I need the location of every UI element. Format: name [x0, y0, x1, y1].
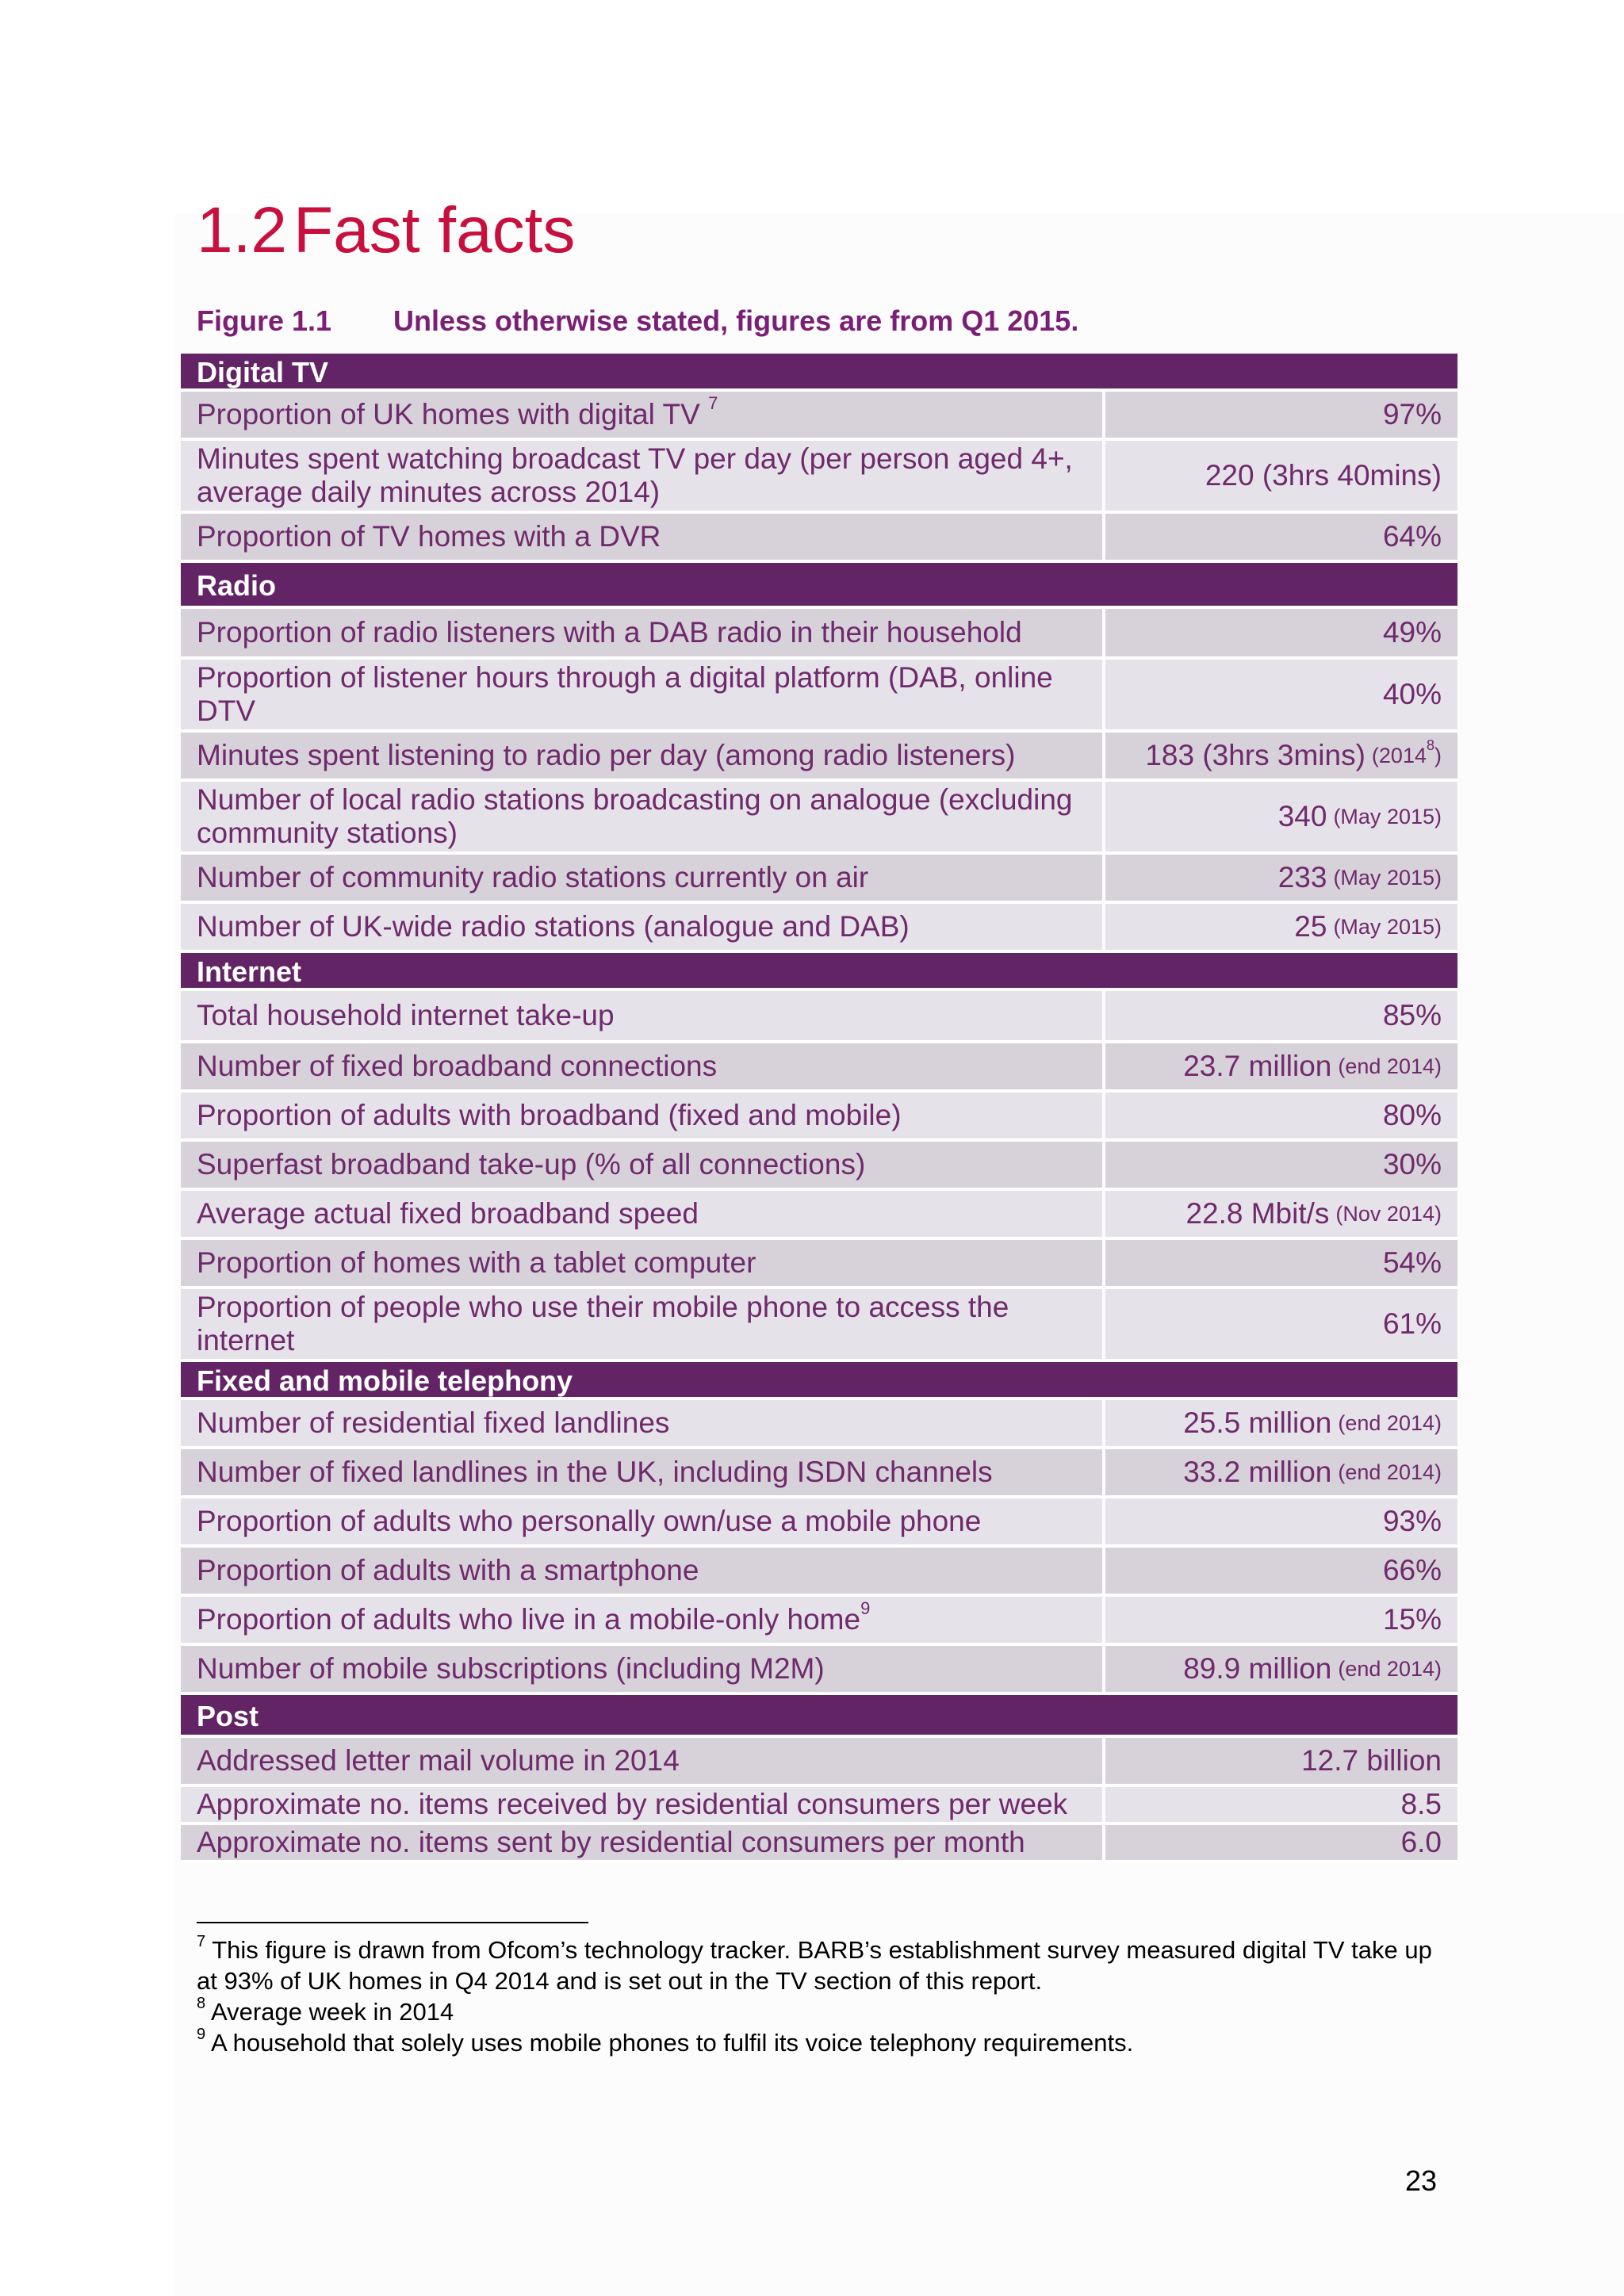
row-value: 8.5 — [1105, 1787, 1457, 1822]
row-label: Proportion of radio listeners with a DAB radio in their household — [181, 609, 1102, 656]
row-value: 89.9 million (end 2014) — [1105, 1646, 1457, 1692]
row-label: Proportion of listener hours through a digital platform (DAB, online DTV — [181, 660, 1102, 729]
value-note: (May 2015) — [1333, 915, 1442, 939]
page-heading — [197, 187, 575, 274]
row-value: 233 (May 2015) — [1105, 855, 1457, 901]
page-number: 23 — [1404, 2164, 1437, 2197]
table-row — [181, 1191, 1457, 1240]
table-row — [181, 660, 1457, 733]
row-value: 66% — [1105, 1548, 1457, 1594]
row-label: Minutes spent watching broadcast TV per day (per person aged 4+, average daily minutes across 2014) — [181, 441, 1102, 511]
row-label: Proportion of people who use their mobile phone to access the internet — [181, 1289, 1102, 1359]
row-label: Proportion of adults with broadband (fixed and mobile) — [181, 1093, 1102, 1138]
row-value: 97% — [1105, 392, 1457, 438]
row-value: 6.0 — [1105, 1825, 1457, 1860]
value-note: (end 2014) — [1338, 1657, 1442, 1681]
row-value: 22.8 Mbit/s (Nov 2014) — [1105, 1191, 1457, 1237]
value-note: (May 2015) — [1333, 805, 1442, 828]
table-row — [181, 1738, 1457, 1787]
row-label: Number of mobile subscriptions (including M2M) — [181, 1646, 1102, 1692]
table-row — [181, 1548, 1457, 1597]
row-value: 85% — [1105, 991, 1457, 1040]
fast-facts-table — [181, 354, 1457, 1863]
row-value: 340 (May 2015) — [1105, 782, 1457, 851]
table-row — [181, 782, 1457, 855]
table-row — [181, 1142, 1457, 1191]
row-value: 23.7 million (end 2014) — [1105, 1043, 1457, 1089]
table-row — [181, 514, 1457, 563]
value-note: (end 2014) — [1338, 1460, 1442, 1484]
row-label: Proportion of adults who personally own/use a mobile phone — [181, 1498, 1102, 1544]
row-value: 54% — [1105, 1240, 1457, 1286]
footnotes — [197, 1934, 1434, 2058]
row-label: Proportion of homes with a tablet computer — [181, 1240, 1102, 1286]
section-header-post: Post — [181, 1695, 1457, 1738]
row-label: Proportion of adults with a smartphone — [181, 1548, 1102, 1594]
table-row — [181, 609, 1457, 660]
table-row — [181, 1093, 1457, 1142]
row-label: Superfast broadband take-up (% of all connections) — [181, 1142, 1102, 1188]
row-value: 80% — [1105, 1093, 1457, 1138]
footnote-8: $^8$ Average week in 2014 — [197, 1994, 454, 2026]
row-label: Number of UK-wide radio stations (analogue and DAB) — [181, 904, 1102, 950]
row-value: 12.7 billion — [1105, 1738, 1457, 1784]
row-value: 93% — [1105, 1498, 1457, 1544]
table-row — [181, 733, 1457, 782]
row-label: Addressed letter mail volume in 2014 — [181, 1738, 1102, 1784]
footnote-ref: 7 — [708, 392, 718, 413]
row-label: Proportion of UK homes with digital TV $^7$ — [181, 392, 1102, 438]
row-label: Approximate no. items sent by residential consumers per month — [181, 1825, 1102, 1860]
value-note: (Nov 2014) — [1335, 1202, 1442, 1226]
table-row — [181, 855, 1457, 904]
table-row — [181, 1498, 1457, 1548]
value-note: (2014$^8$) — [1371, 737, 1442, 767]
table-row — [181, 1787, 1457, 1825]
value-note: (May 2015) — [1333, 866, 1442, 890]
row-value: 61% — [1105, 1289, 1457, 1359]
row-label: Number of community radio stations currently on air — [181, 855, 1102, 901]
row-value: 30% — [1105, 1142, 1457, 1188]
row-label: Average actual fixed broadband speed — [181, 1191, 1102, 1237]
table-row — [181, 1597, 1457, 1646]
figure-caption — [197, 300, 1078, 342]
row-value: 183 (3hrs 3mins) (2014$^8$) — [1105, 733, 1457, 779]
row-value: 220 (3hrs 40mins) — [1105, 441, 1457, 511]
row-label: Approximate no. items received by residential consumers per week — [181, 1787, 1102, 1822]
footnote-9: $^9$ A household that solely uses mobile phones to fulfil its voice telephony requirements. — [197, 2025, 1134, 2057]
footnote-7: $^7$ This figure is drawn from Ofcom’s technology tracker. BARB’s establishment survey measured digital TV take up at 93% of UK homes in Q4 2014 and is set out in the TV section of this report. — [197, 1932, 1432, 1995]
figure-caption-text: Unless otherwise stated, figures are from Q1 2015. — [393, 304, 1079, 337]
row-value: 33.2 million (end 2014) — [1105, 1449, 1457, 1495]
table-row — [181, 1043, 1457, 1093]
row-value: 25.5 million (end 2014) — [1105, 1400, 1457, 1446]
value-note: (end 2014) — [1338, 1054, 1442, 1078]
row-label: Number of fixed landlines in the UK, including ISDN channels — [181, 1449, 1102, 1495]
row-value: 40% — [1105, 660, 1457, 729]
heading-title: Fast facts — [293, 194, 576, 266]
row-value: 64% — [1105, 514, 1457, 560]
table-row — [181, 441, 1457, 514]
row-label: Total household internet take-up — [181, 991, 1102, 1040]
table-row — [181, 1646, 1457, 1695]
row-label: Proportion of TV homes with a DVR — [181, 514, 1102, 560]
row-value: 15% — [1105, 1597, 1457, 1643]
table-row — [181, 1449, 1457, 1498]
table-row — [181, 1240, 1457, 1289]
row-label: Proportion of adults who live in a mobile-only home$^9$ — [181, 1597, 1102, 1643]
table-row — [181, 1825, 1457, 1863]
heading-number: 1.2 — [197, 194, 287, 266]
row-value: 25 (May 2015) — [1105, 904, 1457, 950]
footnote-divider — [197, 1922, 588, 1923]
section-header-digital-tv: Digital TV — [181, 354, 1457, 392]
row-value: 49% — [1105, 609, 1457, 656]
table-row — [181, 392, 1457, 441]
table-row — [181, 1400, 1457, 1449]
section-header-internet: Internet — [181, 953, 1457, 991]
table-row — [181, 904, 1457, 953]
section-header-radio: Radio — [181, 563, 1457, 609]
value-note: (end 2014) — [1338, 1411, 1442, 1435]
footnote-ref: 9 — [860, 1598, 871, 1618]
row-label: Number of residential fixed landlines — [181, 1400, 1102, 1446]
table-row — [181, 1289, 1457, 1362]
figure-label: Figure 1.1 — [197, 304, 332, 337]
row-label: Number of local radio stations broadcasting on analogue (excluding community stations) — [181, 782, 1102, 851]
table-row — [181, 991, 1457, 1043]
footnote-ref: 8 — [1426, 737, 1434, 753]
row-label: Number of fixed broadband connections — [181, 1043, 1102, 1089]
row-label: Minutes spent listening to radio per day (among radio listeners) — [181, 733, 1102, 779]
section-header-telephony: Fixed and mobile telephony — [181, 1362, 1457, 1400]
